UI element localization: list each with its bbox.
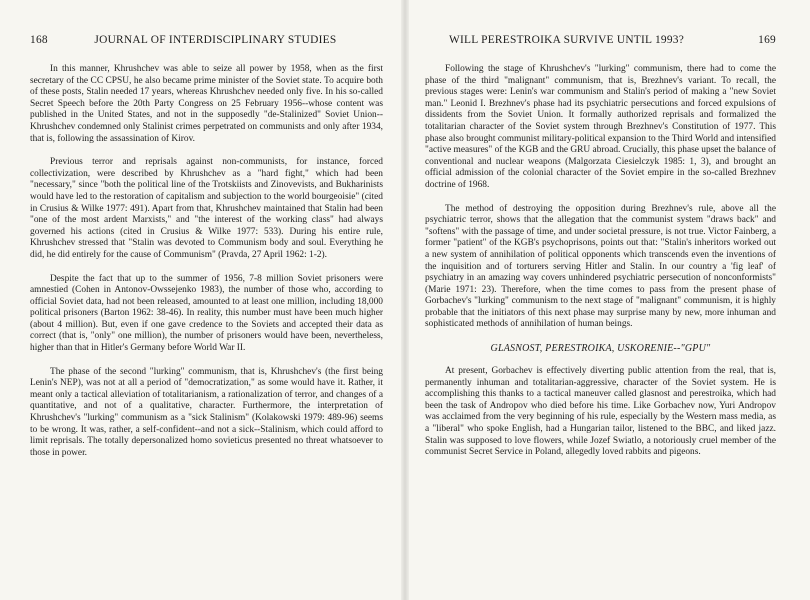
- right-page-header: [425, 34, 776, 49]
- paragraph: At present, Gorbachev is effectively diverting public attention from the real, that is, permanently inhuman and totalitarian-aggressive, character of the Soviet system. He is accomplishing this thanks to a tactical maneuver called glasnost and perestroika, which had been the task of Andropov who died before his time. Like Gorbachev now, Yuri Andropov was acclaimed from the very beginning of his rule, especially by the Western mass media, as a "liberal" who spoke English, had a Hungarian tailor, listened to the BBC, and liked jazz. Stalin was supposed to love flowers, while Jozef Swiatlo, a notoriously cruel member of the communist Secret Service in Poland, allegedly loved rabbits and pigeons.: [425, 366, 776, 458]
- paragraph: Despite the fact that up to the summer of 1956, 7-8 million Soviet prisoners were amnestied (Cohen in Antonov-Owssejenko 1983), the number of those who, according to official Soviet data, had not been released, amounted to at least one million, including 18,000 political prisoners (Barton 1962: 38-46). In reality, this number must have been much higher (about 4 million). But, even if one gave credence to the Soviets and accepted their data as correct (that is, "only" one million), the number of prisoners would have been, nevertheless, higher than that in Hitler's Germany before World War II.: [30, 273, 383, 354]
- right-page: [405, 0, 810, 600]
- running-head: WILL PERESTROIKA SURVIVE UNTIL 1993?: [449, 34, 685, 46]
- page-number: 168: [30, 34, 48, 46]
- section-heading: GLASNOST, PERESTROIKA, USKORENIE--"GPU": [490, 343, 711, 355]
- paragraph: The method of destroying the opposition during Brezhnev's rule, above all the psychiatric terror, shows that the allegation that the communist system "draws back" and "softens" with the passage of time, and under societal pressure, is not true. Victor Fainberg, a former "patient" of the KGB's psychoprisons, points out that: "Stalin's inheritors worked out a new system of annihilation of political opponents which transcends even the inventions of the inquisition and of torturers serving Hitler and Stalin. In our country a 'fig leaf' of psychiatry in an amazing way covers unhindered psychiatric persecution of nonconformists" (Marie 1971: 23). Therefore, when the time comes to pass from the present phase of Gorbachev's "lurking" communism to the next stage of "malignant" communism, it is highly probable that the initiators of this next phase may surprise many by new, more inhuman and sophisticated methods of annihilation of human beings.: [425, 203, 776, 330]
- page-number: 169: [758, 34, 776, 46]
- paragraph: Following the stage of Khrushchev's "lurking" communism, there had to come the phase of the third "malignant" communism, that is, Brezhnev's variant. To recall, the previous stages were: Lenin's war communism and Stalin's period of making a "new Soviet man." Leonid I. Brezhnev's phase had its psychiatric persecutions and forced expulsions of dissidents from the Soviet Union. It formally authorized reprisals and formalized the totalitarian character of the Soviet system through Brezhnev's Constitution of 1977. This phase also brought communist military-political expansion to the Third World and intensified "active measures" of the KGB and the GRU abroad. Crucially, this phase upset the balance of conventional and nuclear weapons (Malgorzata Ciesielczyk 1985: 1, 3), and brought an official admission of the colonial character of the Soviet empire in the so-called Brezhnev doctrine of 1968.: [425, 64, 776, 190]
- left-page-header: [30, 34, 383, 49]
- paragraph: In this manner, Khrushchev was able to seize all power by 1958, when as the first secretary of the CC CPSU, he also became prime minister of the Soviet state. To acquire both of these posts, Stalin needed 17 years, whereas Khrushchev needed only five. In his so-called Secret Speech before the 20th Party Congress on 25 February 1956--whose content was published in the United States, and not in the supposedly "de-Stalinized" Soviet Union--Khrushchev condemned only Stalinist crimes perpetrated on communists and only after 1934, that is, following the assassination of Kirov.: [30, 64, 383, 144]
- running-head: JOURNAL OF INTERDISCIPLINARY STUDIES: [94, 34, 337, 46]
- paragraph: Previous terror and reprisals against non-communists, for instance, forced collectivization, were described by Khrushchev as a "hard fight," which had been "necessary," since "both the political line of the Trotskiists and Zinovevists, and Bukharinists would have led to the restoration of capitalism and subjection to the world bourgeoisie" (cited in Crusius & Wilke 1977: 491). Apart from that, Khrushchev maintained that Stalin had been "one of the most ardent Marxists," and "the interest of the working class" had always governed his actions (cited in Crusius & Wilke 1977: 533). During his entire rule, Khrushchev stressed that "Stalin was devoted to Communism body and soul. Everything he did, he did entirely for the cause of Communism" (Pravda, 27 April 1962: 1-2).: [30, 157, 383, 260]
- paragraph: The phase of the second "lurking" communism, that is, Khrushchev's (the first being Lenin's NEP), was not at all a period of "democratization," as some would have it. Rather, it meant only a tactical alleviation of totalitarianism, a rationalization of terror, and changes of a quantitative, and not of a qualitative, character. Furthermore, the interpretation of Khrushchev's "lurking" communism as a "sick Stalinism" (Kolakowski 1979: 489-96) seems to be wrong. It was, rather, a self-confident--and not a sick--Stalinism, which could afford to limit reprisals. The totally depersonalized homo sovieticus presented no threat whatsoever to those in power.: [30, 366, 383, 458]
